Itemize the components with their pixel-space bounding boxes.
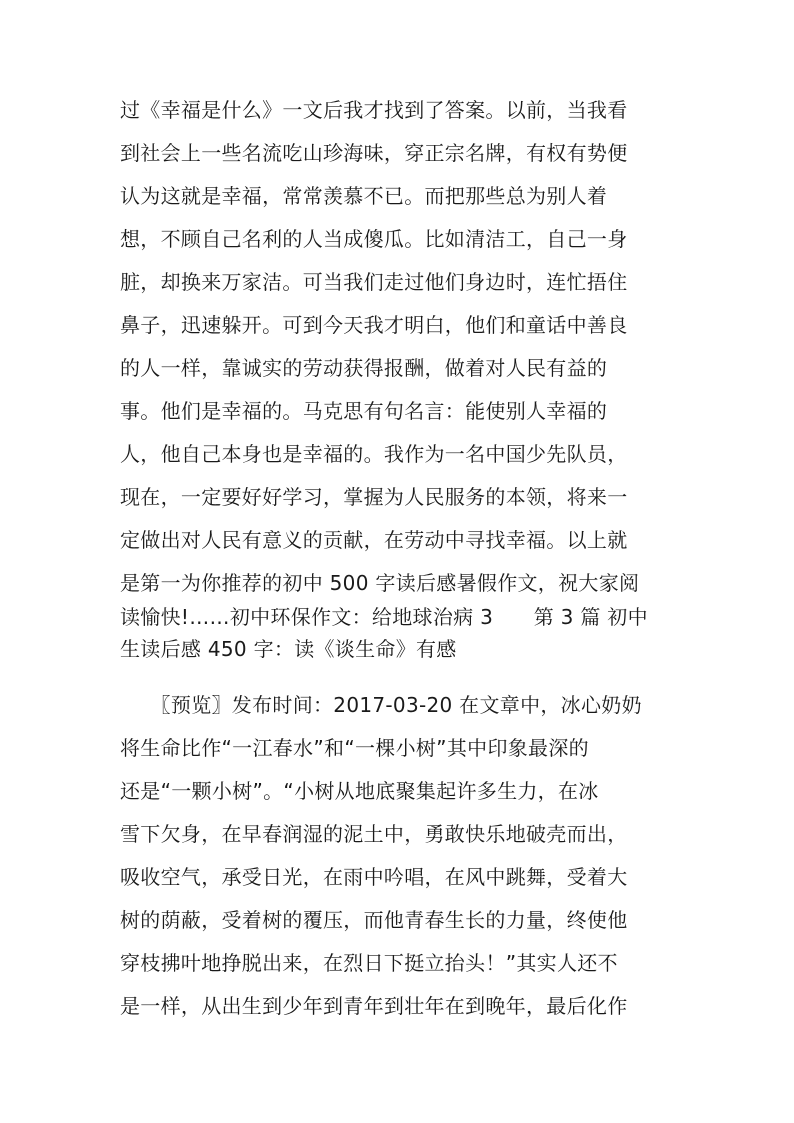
text-line: 认为这就是幸福，常常羡慕不已。而把那些总为别人着 bbox=[120, 184, 608, 208]
text-line: 读愉快!……初中环保作文：给地球治病 3 第 3 篇 初中 bbox=[120, 605, 648, 629]
text-line: 〖预览〗发布时间：2017-03-20 在文章中，冰心奶奶 bbox=[120, 693, 642, 717]
text-line: 将生命比作“一江春水”和“一棵小树”其中印象最深的 bbox=[120, 736, 589, 760]
text-line: 事。他们是幸福的。马克思有句名言：能使别人幸福的 bbox=[120, 399, 608, 423]
text-line: 是第一为你推荐的初中 500 字读后感暑假作文，祝大家阅 bbox=[120, 571, 640, 595]
text-line: 还是“一颗小树”。“小树从地底聚集起许多生力，在冰 bbox=[120, 779, 599, 803]
text-line: 脏，却换来万家洁。可当我们走过他们身边时，连忙捂住 bbox=[120, 270, 628, 294]
text-line: 是一样，从出生到少年到青年到壮年在到晚年，最后化作 bbox=[120, 994, 628, 1018]
text-line: 鼻子，迅速躲开。可到今天我才明白，他们和童话中善良 bbox=[120, 313, 628, 337]
text-line: 定做出对人民有意义的贡献，在劳动中寻找幸福。以上就 bbox=[120, 528, 628, 552]
text-line: 雪下欠身，在早春润湿的泥土中，勇敢快乐地破壳而出， bbox=[120, 822, 628, 846]
text-line: 到社会上一些名流吃山珍海味，穿正宗名牌，有权有势便 bbox=[120, 141, 628, 165]
text-line: 树的荫蔽，受着树的覆压，而他青春生长的力量，终使他 bbox=[120, 908, 628, 932]
text-line: 过《幸福是什么》一文后我才找到了答案。以前，当我看 bbox=[120, 98, 628, 122]
text-line: 穿枝拂叶地挣脱出来，在烈日下挺立抬头！”其实人还不 bbox=[120, 951, 618, 975]
text-line: 的人一样，靠诚实的劳动获得报酬，做着对人民有益的 bbox=[120, 356, 608, 380]
text-line: 吸收空气，承受日光，在雨中吟唱，在风中跳舞，受着大 bbox=[120, 865, 628, 889]
text-line: 生读后感 450 字：读《谈生命》有感 bbox=[120, 637, 457, 661]
text-line: 想，不顾自己名利的人当成傻瓜。比如清洁工，自己一身 bbox=[120, 227, 628, 251]
text-line: 现在，一定要好好学习，掌握为人民服务的本领，将来一 bbox=[120, 485, 628, 509]
text-line: 人，他自己本身也是幸福的。我作为一名中国少先队员， bbox=[120, 442, 628, 466]
